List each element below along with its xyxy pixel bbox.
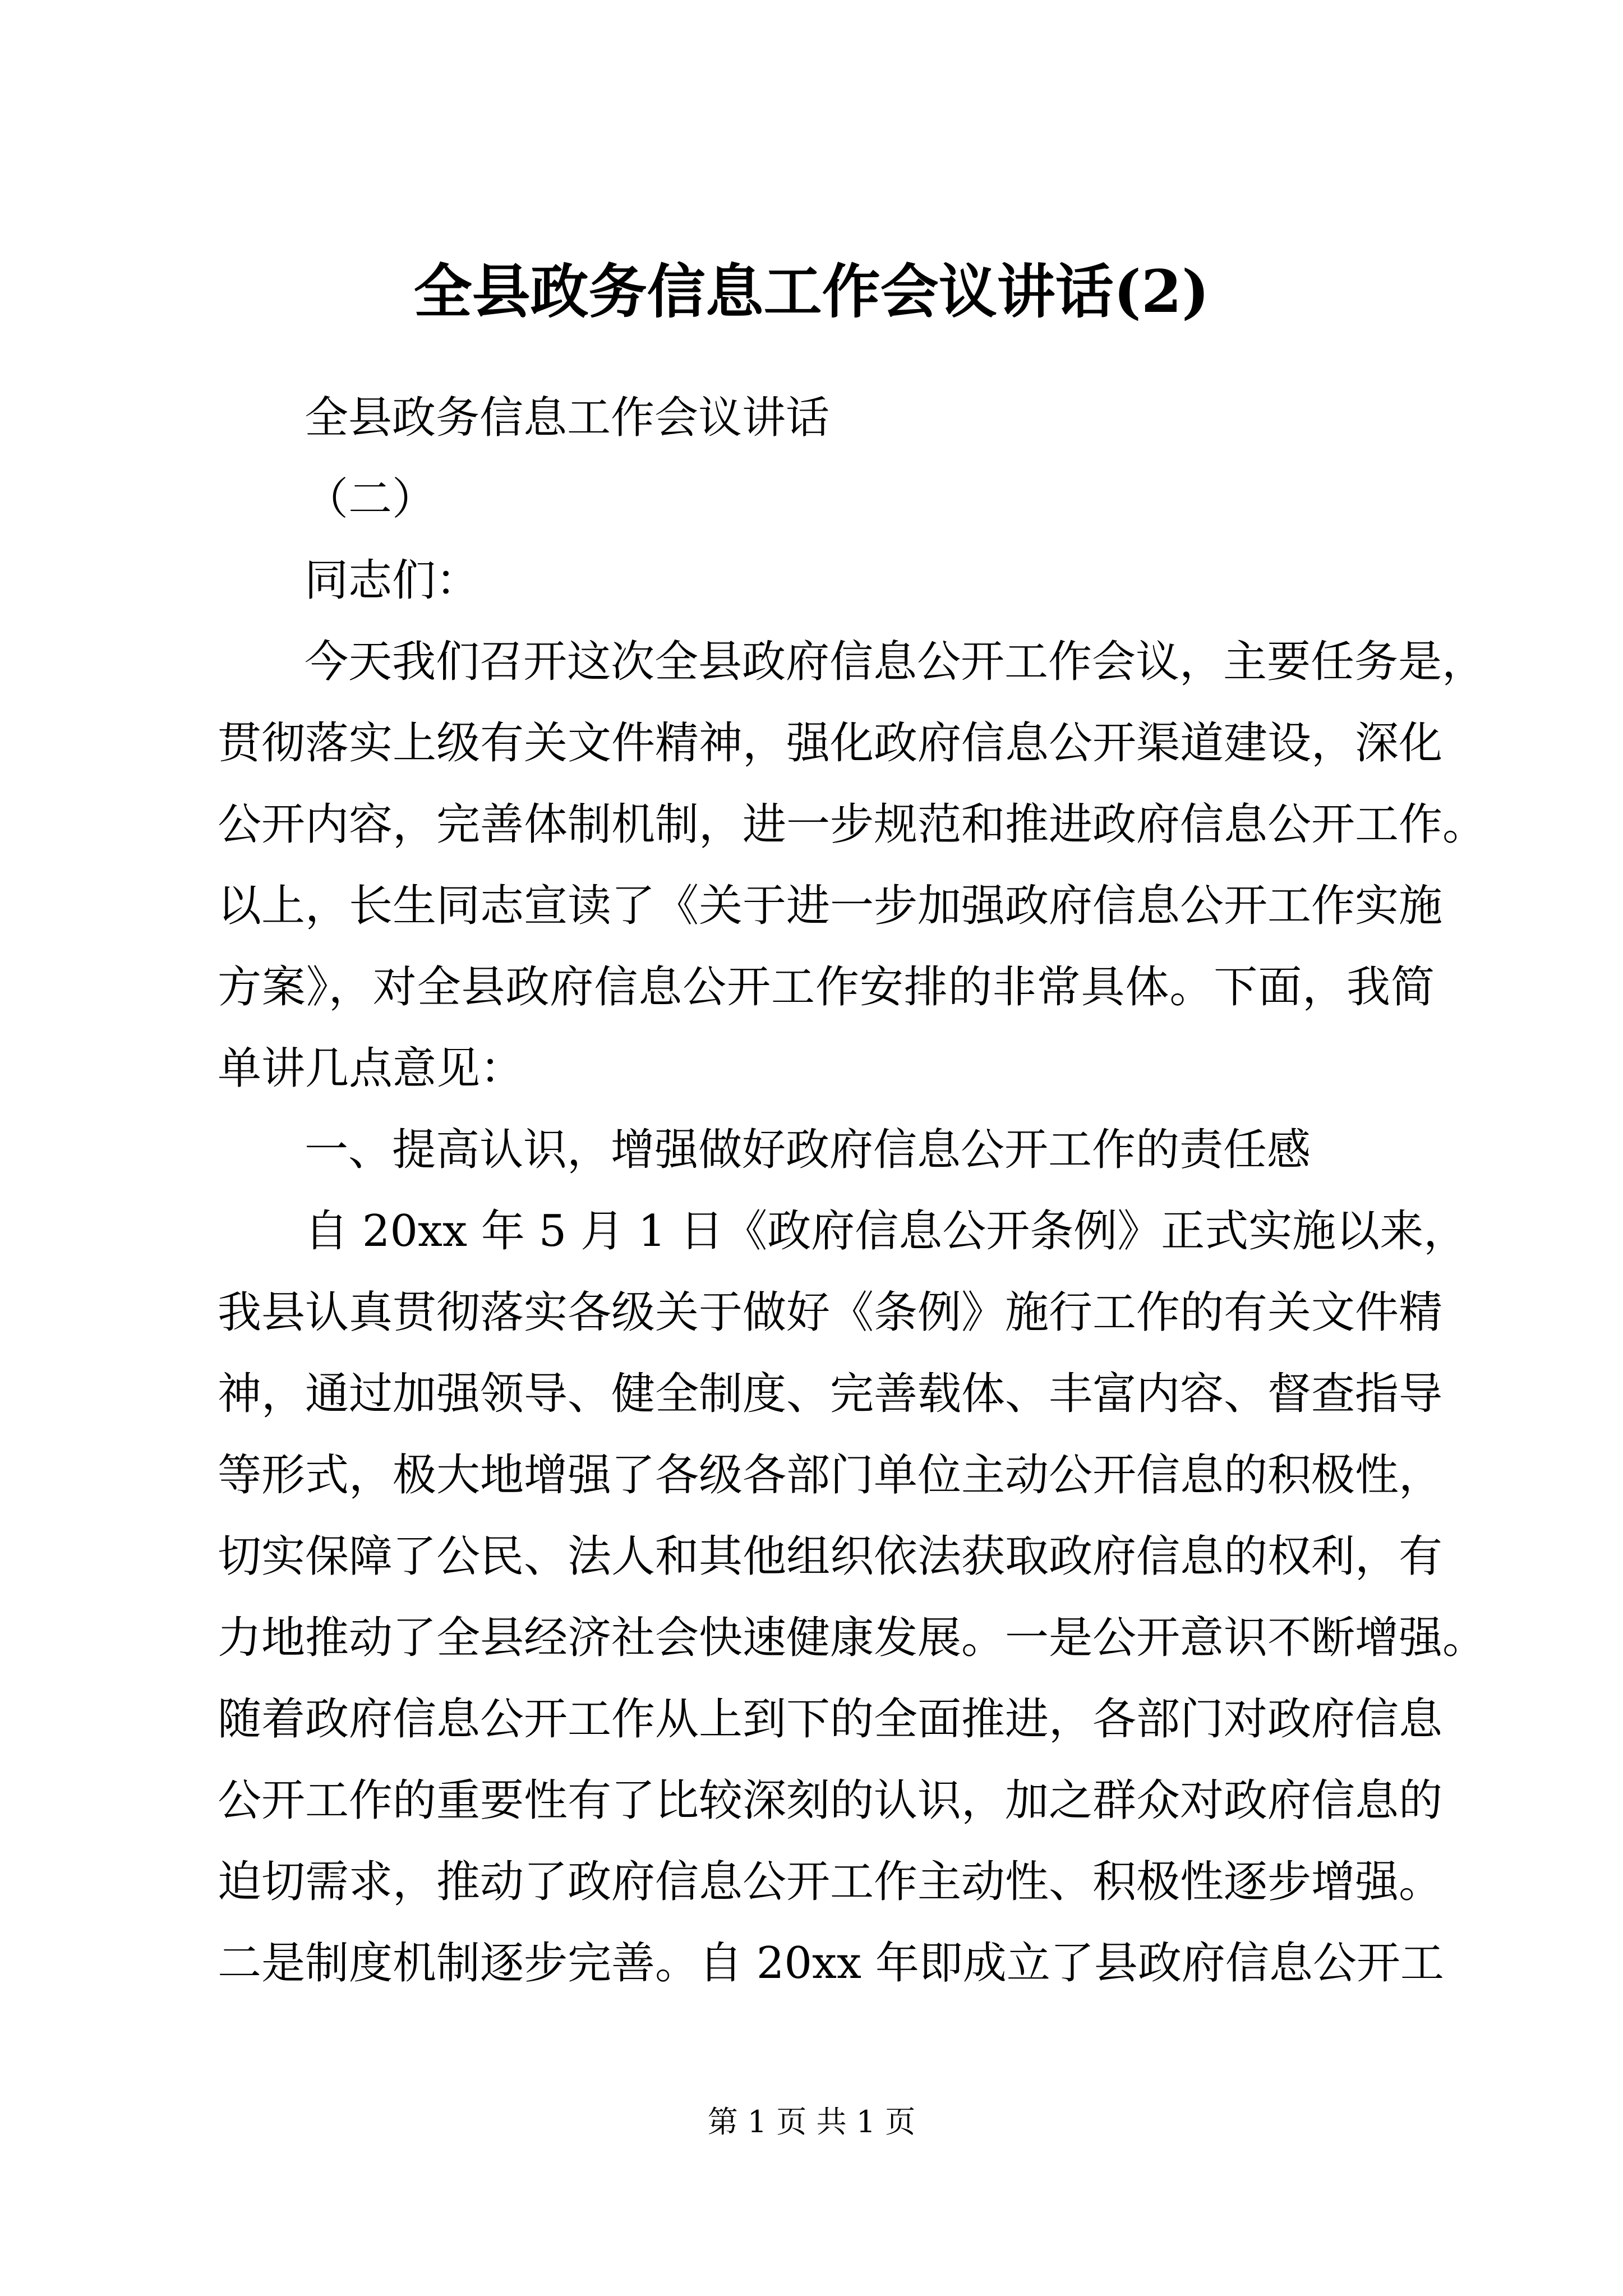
document-title: 全县政务信息工作会议讲话(2) bbox=[413, 257, 1210, 326]
paragraph-line: 我县认真贯彻落实各级关于做好《条例》施行工作的有关文件精 bbox=[218, 1287, 1443, 1338]
paragraph-line: 随着政府信息公开工作从上到下的全面推进，各部门对政府信息 bbox=[218, 1694, 1443, 1745]
paragraph-line: 以上，长生同志宣读了《关于进一步加强政府信息公开工作实施 bbox=[218, 881, 1443, 931]
paragraph-line: 贯彻落实上级有关文件精神，强化政府信息公开渠道建设，深化 bbox=[218, 718, 1443, 769]
paragraph-line: 方案》，对全县政府信息公开工作安排的非常具体。下面，我简 bbox=[218, 962, 1435, 1013]
paragraph-line: 二是制度机制逐步完善。自 20xx 年即成立了县政府信息公开工 bbox=[218, 1938, 1444, 1989]
paragraph-line: 公开工作的重要性有了比较深刻的认识，加之群众对政府信息的 bbox=[218, 1775, 1443, 1826]
paragraph-line: 神，通过加强领导、健全制度、完善载体、丰富内容、督查指导 bbox=[218, 1369, 1443, 1419]
paragraph-line: 切实保障了公民、法人和其他组织依法获取政府信息的权利，有 bbox=[218, 1531, 1443, 1582]
paragraph-line: 等形式，极大地增强了各级各部门单位主动公开信息的积极性， bbox=[218, 1450, 1443, 1501]
paragraph-line: 单讲几点意见： bbox=[218, 1043, 524, 1094]
paragraph-line: 自 20xx 年 5 月 1 日《政府信息公开条例》正式实施以来， bbox=[305, 1206, 1468, 1257]
page-footer: 第 1 页 共 1 页 bbox=[707, 2104, 916, 2139]
paragraph-line: 公开内容，完善体制机制，进一步规范和推进政府信息公开工作。 bbox=[218, 799, 1487, 850]
paragraph-line: 迫切需求，推动了政府信息公开工作主动性、积极性逐步增强。 bbox=[218, 1857, 1443, 1907]
subtitle-number-line: （二） bbox=[305, 474, 436, 524]
subtitle-line: 全县政务信息工作会议讲话 bbox=[305, 393, 830, 443]
paragraph-line: 今天我们召开这次全县政府信息公开工作会议，主要任务是， bbox=[305, 637, 1486, 687]
salutation-line: 同志们： bbox=[305, 555, 480, 606]
paragraph-line: 力地推动了全县经济社会快速健康发展。一是公开意识不断增强。 bbox=[218, 1613, 1487, 1663]
section-heading: 一、提高认识，增强做好政府信息公开工作的责任感 bbox=[305, 1125, 1311, 1175]
